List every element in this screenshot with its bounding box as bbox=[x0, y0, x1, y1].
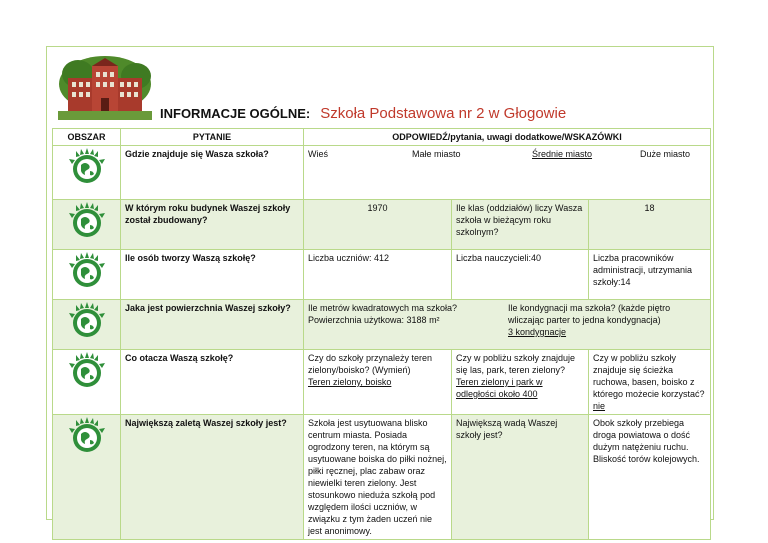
answer-staff: Liczba pracowników administracji, utrzymania szkoły:14 bbox=[589, 250, 711, 300]
school-name: Szkoła Podstawowa nr 2 w Głogowie bbox=[320, 105, 567, 122]
park-question: Czy w pobliżu szkoły znajduje się las, park, teren zielony? bbox=[456, 353, 576, 375]
question-advantage: Największą zaletą Waszej szkoły jest? bbox=[121, 415, 304, 540]
area-cell bbox=[53, 350, 121, 415]
floors-answer: 3 kondygnacje bbox=[508, 327, 567, 337]
eco-globe-icon bbox=[67, 351, 107, 389]
header-question: PYTANIE bbox=[121, 129, 304, 146]
area-cell bbox=[53, 200, 121, 250]
table-row bbox=[53, 350, 711, 415]
surface-question: Ile metrów kwadratowych ma szkoła? bbox=[308, 303, 458, 313]
table-row bbox=[53, 415, 711, 540]
question-classes: Ile klas (oddziałów) liczy Wasza szkoła w bieżącym roku szkolnym? bbox=[452, 200, 589, 250]
table-row bbox=[53, 250, 711, 300]
eco-globe-icon bbox=[67, 416, 107, 454]
area-cell bbox=[53, 250, 121, 300]
answer-green-area bbox=[304, 350, 452, 415]
answer-surface bbox=[304, 300, 711, 350]
question-people: Ile osób tworzy Waszą szkołę? bbox=[121, 250, 304, 300]
header-area: OBSZAR bbox=[53, 129, 121, 146]
option-medium-town[interactable]: Średnie miasto bbox=[532, 149, 593, 159]
title-row bbox=[160, 105, 566, 125]
table-header-row bbox=[53, 129, 711, 146]
area-cell bbox=[53, 146, 121, 200]
floors-question: Ile kondygnacji ma szkoła? (każde piętro wliczając parter to jedna kondygnacja) bbox=[508, 303, 671, 325]
table-row bbox=[53, 200, 711, 250]
table-row bbox=[53, 300, 711, 350]
section-label: INFORMACJE OGÓLNE: bbox=[160, 106, 311, 121]
green-area-answer: Teren zielony, boisko bbox=[308, 377, 392, 387]
question-build-year: W którym roku budynek Waszej szkoły został zbudowany? bbox=[121, 200, 304, 250]
area-cell bbox=[53, 415, 121, 540]
surface-answer: Powierzchnia użytkowa: 3188 m² bbox=[308, 315, 440, 325]
eco-globe-icon bbox=[67, 251, 107, 289]
table-row bbox=[53, 146, 711, 200]
answer-weakness: Obok szkoły przebiega droga powiatowa o dość dużym natężeniu ruchu. Bliskość torów kolejowych. bbox=[589, 415, 711, 540]
question-surroundings: Co otacza Waszą szkołę? bbox=[121, 350, 304, 415]
answer-classes: 18 bbox=[589, 200, 711, 250]
sports-question: Czy w pobliżu szkoły znajduje się ścieżka ruchowa, basen, boisko z którego możecie korzystać? bbox=[593, 353, 705, 399]
answer-teachers: Liczba nauczycieli:40 bbox=[452, 250, 589, 300]
option-big-city[interactable]: Duże miasto bbox=[640, 149, 691, 159]
answer-students: Liczba uczniów: 412 bbox=[304, 250, 452, 300]
eco-globe-icon bbox=[67, 301, 107, 339]
green-area-question: Czy do szkoły przynależy teren zielony/boisko? (Wymień) bbox=[308, 353, 433, 375]
answer-location bbox=[304, 146, 711, 200]
answer-park bbox=[452, 350, 589, 415]
option-small-town[interactable]: Małe miasto bbox=[412, 149, 461, 159]
park-answer: Teren zielony i park w odległości około 400 bbox=[456, 377, 543, 399]
eco-globe-icon bbox=[67, 201, 107, 239]
answer-sports bbox=[589, 350, 711, 415]
area-cell bbox=[53, 300, 121, 350]
option-village[interactable]: Wieś bbox=[308, 149, 328, 159]
question-location: Gdzie znajduje się Wasza szkoła? bbox=[121, 146, 304, 200]
info-table bbox=[52, 128, 711, 540]
question-surface: Jaka jest powierzchnia Waszej szkoły? bbox=[121, 300, 304, 350]
school-building-image bbox=[58, 54, 152, 120]
answer-build-year: 1970 bbox=[304, 200, 452, 250]
eco-globe-icon bbox=[67, 147, 107, 185]
answer-advantage: Szkoła jest usytuowana blisko centrum miasta. Posiada ogrodzony teren, na którym są usytuowane boiska do piłki nożnej, piłki ręcznej, plac zabaw oraz niewielki teren zielony. Jest stosunkowo nieduża szkołą pod względem ilości uczniów, w związku z tym żaden uczeń nie jest anonimowy. bbox=[304, 415, 452, 540]
header-answer: ODPOWIEDŹ/pytania, uwagi dodatkowe/WSKAZÓWKI bbox=[304, 129, 711, 146]
sports-answer: nie bbox=[593, 401, 606, 411]
question-weakness: Największą wadą Waszej szkoły jest? bbox=[452, 415, 589, 540]
